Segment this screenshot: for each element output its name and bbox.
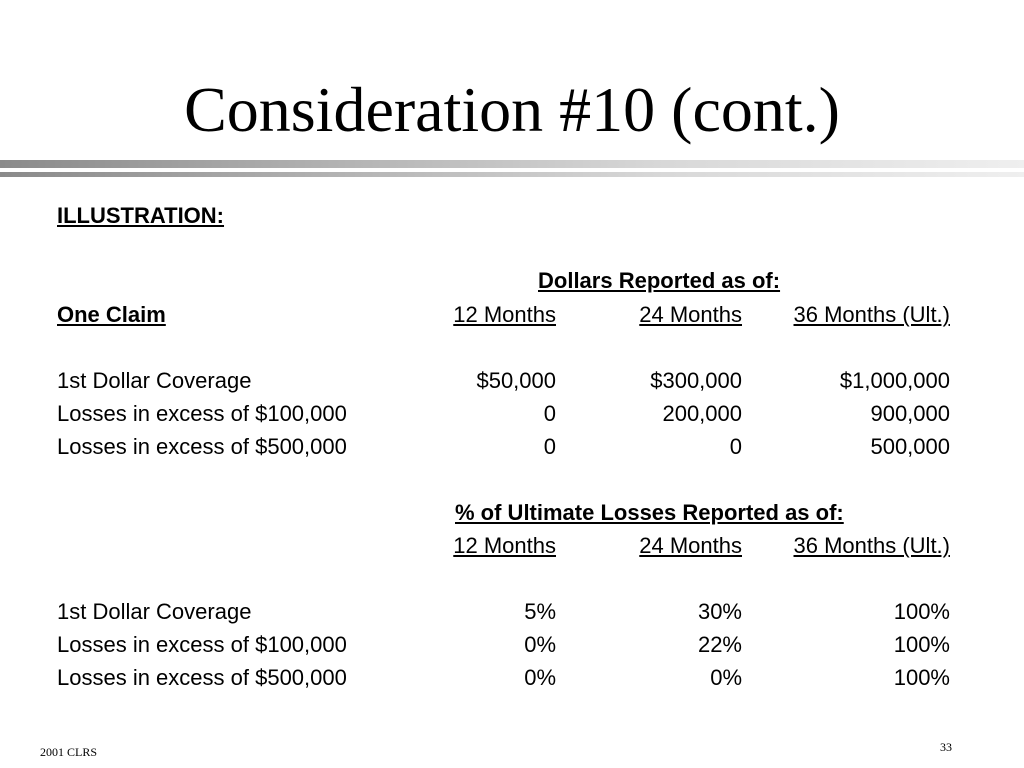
title-divider-bottom	[0, 172, 1024, 177]
cell-24-months: 0%	[710, 665, 742, 690]
cell-36-months: 100%	[893, 599, 950, 624]
dollars-col-36-months: 36 Months (Ult.)	[793, 302, 950, 327]
cell-12-months: 0	[543, 401, 556, 426]
percent-col-24-months: 24 Months	[639, 533, 742, 558]
dollars-table-heading: Dollars Reported as of:	[538, 268, 781, 293]
row-label: 1st Dollar Coverage	[57, 368, 252, 393]
percent-col-36-months: 36 Months (Ult.)	[793, 533, 950, 558]
cell-12-months: 0%	[524, 632, 556, 657]
footer-copyright: 2001 CLRS	[40, 745, 98, 759]
cell-36-months: 900,000	[870, 401, 950, 426]
section-label: ILLUSTRATION:	[57, 203, 225, 228]
cell-36-months: $1,000,000	[839, 368, 950, 393]
cell-24-months: $300,000	[650, 368, 742, 393]
cell-24-months: 200,000	[662, 401, 742, 426]
cell-12-months: 5%	[524, 599, 556, 624]
cell-12-months: $50,000	[476, 368, 556, 393]
slide-title: Consideration #10 (cont.)	[184, 74, 840, 145]
cell-36-months: 500,000	[870, 434, 950, 459]
cell-24-months: 0	[729, 434, 742, 459]
row-label: Losses in excess of $100,000	[57, 401, 347, 426]
cell-24-months: 30%	[697, 599, 742, 624]
dollars-col-12-months: 12 Months	[453, 302, 556, 327]
page-number: 33	[940, 740, 952, 754]
percent-col-12-months: 12 Months	[453, 533, 556, 558]
cell-12-months: 0	[543, 434, 556, 459]
dollars-row-header: One Claim	[57, 302, 166, 327]
row-label: Losses in excess of $500,000	[57, 665, 347, 690]
percent-table-heading: % of Ultimate Losses Reported as of:	[455, 500, 844, 525]
cell-36-months: 100%	[893, 632, 950, 657]
cell-24-months: 22%	[697, 632, 742, 657]
row-label: Losses in excess of $100,000	[57, 632, 347, 657]
cell-12-months: 0%	[524, 665, 556, 690]
title-divider-top	[0, 160, 1024, 168]
dollars-col-24-months: 24 Months	[639, 302, 742, 327]
cell-36-months: 100%	[893, 665, 950, 690]
row-label: Losses in excess of $500,000	[57, 434, 347, 459]
row-label: 1st Dollar Coverage	[57, 599, 252, 624]
